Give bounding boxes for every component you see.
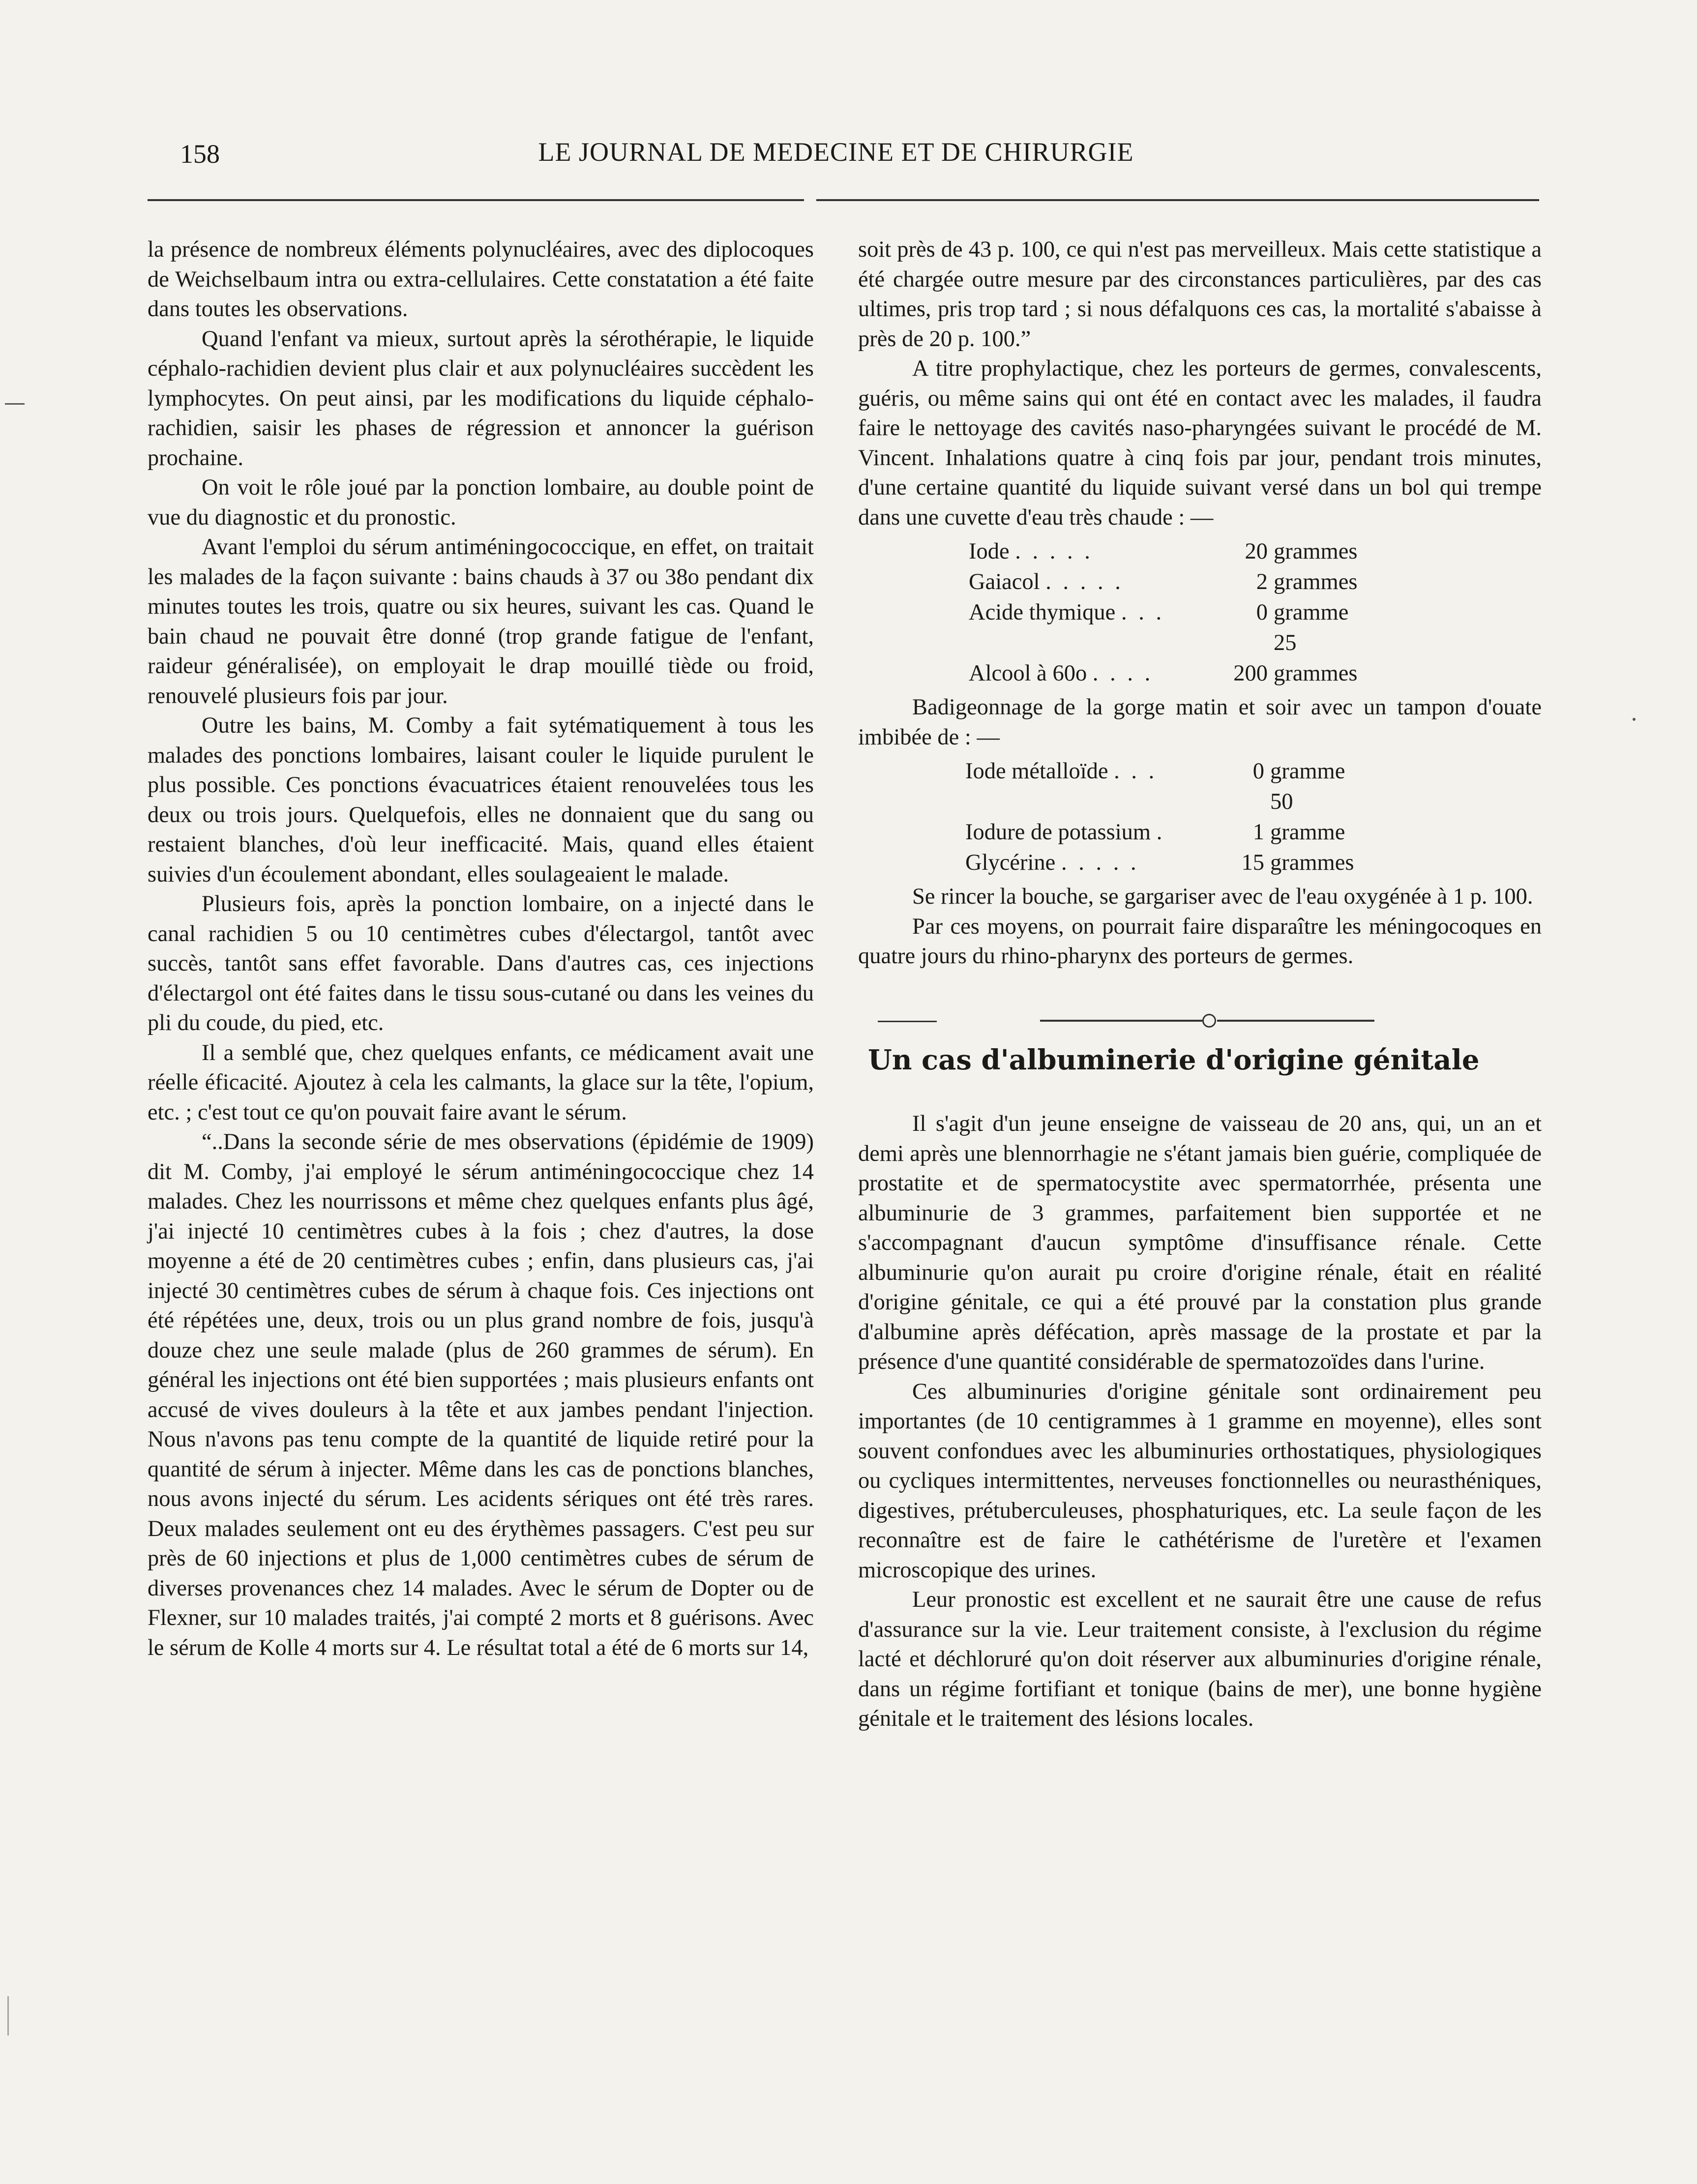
ingredient-name: Iodure de potassium .	[965, 820, 1165, 845]
right-column	[858, 235, 1542, 1734]
divider-line	[1217, 1020, 1374, 1022]
ingredient-name: Iode . . . . .	[969, 539, 1093, 564]
ingredient-unit: gramme 25	[1274, 600, 1349, 655]
ingredient-name: Gaiacol . . . . .	[969, 569, 1124, 594]
quoted-paragraph: “..Dans la seconde série de mes observations (épidémie de 1909) dit M. Comby, j'ai employé le sérum antiméningococcique chez 14 malades. Chez les nourrissons et même chez quelques enfants plus âgé, j'ai injecté 10 centimètres cubes à la fois ; chez d'autres, la dose moyenne a été de 20 centimètres cubes ; enfin, dans plusieurs cas, j'ai injecté 30 centimètres cubes de sérum à chaque fois. Ces injections ont été répétées une, deux, trois ou un plus grand nombre de fois, jusqu'à douze chez une seule malade (plus de 260 grammes de sérum). En général les injections ont été bien supportées ; mais plusieurs enfants ont accusé de vives douleurs à la tête et aux jambes pendant l'injection. Nous n'avons pas tenu compte de la quantité de liquide retiré pour la quantité de sérum à injecter. Même dans les cas de ponctions blanches, nous avons injecté du sérum. Les acidents sériques ont été très rares. Deux malades seulement ont eu des érythèmes passagers. C'est peu sur près de 60 injections et plus de 1,000 centimètres cubes de sérum de diverses provenances chez 14 malades. Avec le sérum de Dopter ou de Flexner, sur 10 malades traités, j'ai compté 2 morts et 8 guérisons. Avec le sérum de Kolle 4 morts sur 4. Le résultat total a été de 6 morts sur 14,	[148, 1129, 814, 1660]
scan-mark	[5, 403, 25, 405]
running-head: LE JOURNAL DE MEDECINE ET DE CHIRURGIE	[538, 137, 1134, 167]
paragraph: soit près de 43 p. 100, ce qui n'est pas merveilleux. Mais cette statistique a été chargée outre mesure par des circonstances particulières, par des cas ultimes, pris trop tard ; si nous défalquons ces cas, la mortalité s'abaisse à près de 20 p. 100.”	[858, 237, 1542, 352]
ingredient-name: Iode métalloïde . . .	[965, 759, 1158, 784]
ingredient-unit: gramme	[1270, 820, 1345, 845]
ingredient-name: Acide thymique . . .	[969, 600, 1165, 625]
ingredient-qty: 1	[1252, 820, 1264, 845]
divider-ornament	[1202, 1014, 1216, 1028]
paragraph: Badigeonnage de la gorge matin et soir avec un tampon d'ouate imbibée de : —	[858, 695, 1542, 750]
paragraph: Avant l'emploi du sérum antiméningococcique, en effet, on traitait les malades de la façon suivante : bains chauds à 37 ou 38o pendant dix minutes toutes les trois, quatre ou six heures, suivant les cas. Quand le bain chaud ne pouvait être donné (trop grande fatigue de l'enfant, raideur généralisée), on employait le drap mouillé tiède ou froid, renouvelé plusieurs fois par jour.	[148, 534, 814, 708]
paragraph: Il a semblé que, chez quelques enfants, ce médicament avait une réelle éficacité. Ajoutez à cela les calmants, la glace sur la tête, l'opium, etc. ; c'est tout ce qu'on pouvait faire avant le sérum.	[148, 1040, 814, 1125]
ingredient-name: Glycérine . . . . .	[965, 850, 1139, 875]
paragraph: On voit le rôle joué par la ponction lombaire, au double point de vue du diagnostic et du pronostic.	[148, 475, 814, 530]
paragraph: Il s'agit d'un jeune enseigne de vaisseau de 20 ans, qui, un an et demi après une blennorrhagie ne s'étant jamais bien guérie, compliquée de prostatite et de spermatocystite avec spermatorrhée, présenta une albuminurie de 3 grammes, parfaitement bien supportée et ne s'accompagnant d'aucun symptôme d'insuffisance rénale. Cette albuminurie qu'on aurait pu croire d'origine rénale, était en réalité d'origine génitale, ce qui a été prouvé par la constation plus grande d'albumine après défécation, après massage de la prostate et par la présence d'une quantité considérable de spermatozoïdes dans l'urine.	[858, 1111, 1542, 1374]
header-rule-right	[816, 199, 1539, 201]
left-column	[148, 235, 814, 1663]
gargle-recipe	[965, 756, 1542, 878]
header-rule-left	[148, 199, 804, 201]
ingredient-unit: grammes	[1274, 661, 1358, 686]
scan-mark	[7, 1996, 9, 2036]
paragraph: Ces albuminuries d'origine génitale sont ordinairement peu importantes (de 10 centigrammes à 1 gramme en moyenne), elles sont souvent confondues avec les albuminuries orthostatiques, physiologiques ou cycliques intermittentes, nerveuses fonctionnelles ou neurasthéniques, digestives, prétuberculeuses, phosphaturiques, etc. La seule façon de les reconnaître est de faire le cathétérisme de l'uretère et l'examen microscopique des urines.	[858, 1379, 1542, 1583]
ingredient-qty: 200	[1233, 661, 1268, 686]
page-number: 158	[180, 139, 220, 169]
ingredient-qty: 20	[1245, 539, 1268, 564]
section-separator	[858, 1001, 1542, 1040]
divider-short	[878, 1021, 937, 1022]
paragraph: Plusieurs fois, après la ponction lombaire, on a injecté dans le canal rachidien 5 ou 10 centimètres cubes d'électargol, tantôt avec succès, tantôt sans effet favorable. Dans d'autres cas, ces injections d'électargol ont été faites dans le tissu sous-cutané ou dans les veines du pli du coude, du pied, etc.	[148, 891, 814, 1035]
ingredient-unit: grammes	[1274, 569, 1358, 594]
ingredient-unit: gramme 50	[1270, 759, 1345, 814]
ingredient-qty: 2	[1256, 569, 1268, 594]
paragraph: Par ces moyens, on pourrait faire disparaître les méningocoques en quatre jours du rhino-pharynx des porteurs de germes.	[858, 914, 1542, 969]
paragraph: la présence de nombreux éléments polynucléaires, avec des diplocoques de Weichselbaum intra ou extra-cellulaires. Cette constatation a été faite dans toutes les observations.	[148, 237, 814, 322]
paragraph: Quand l'enfant va mieux, surtout après la sérothérapie, le liquide céphalo-rachidien devient plus clair et aux polynucléaires succèdent les lymphocytes. On peut ainsi, par les modifications du liquide céphalo-rachidien, saisir les phases de régression et annoncer la guérison prochaine.	[148, 326, 814, 471]
ingredient-unit: grammes	[1274, 539, 1358, 564]
paragraph: Leur pronostic est excellent et ne saurait être une cause de refus d'assurance sur la vie. Leur traitement consiste, à l'exclusion du régime lacté et déchloruré qu'on doit réserver aux albuminuries d'origine rénale, dans un régime fortifiant et tonique (bains de mer), une bonne hygiène génitale et le traitement des lésions locales.	[858, 1587, 1542, 1731]
paragraph: Se rincer la bouche, se gargariser avec de l'eau oxygénée à 1 p. 100.	[912, 884, 1533, 909]
ingredient-qty: 15	[1241, 850, 1264, 875]
inhalation-recipe	[969, 536, 1542, 689]
ingredient-qty: 0	[1252, 759, 1264, 784]
section-title: Un cas d'albuminerie d'origine génitale	[868, 1043, 1480, 1076]
ingredient-qty: 0	[1256, 600, 1268, 625]
divider-line	[1040, 1020, 1202, 1022]
ingredient-unit: grammes	[1270, 850, 1354, 875]
paragraph: Outre les bains, M. Comby a fait sytématiquement à tous les malades des ponctions lombaires, laisant couler le liquide purulent le plus possible. Ces ponctions évacuatrices étaient renouvelées tous les deux ou trois jours. Quelquefois, elles ne donnaient que du sang ou restaient blanches, d'où leur inefficacité. Mais, quand elles étaient suivies d'un écoulement abondant, elles soulageaient le malade.	[148, 713, 814, 887]
paragraph: A titre prophylactique, chez les porteurs de germes, convalescents, guéris, ou même sains qui ont été en contact avec les malades, il faudra faire le nettoyage des cavités naso-pharyngées suivant le procédé de M. Vincent. Inhalations quatre à cinq fois par jour, pendant trois minutes, d'une certaine quantité du liquide suivant versé dans un bol qui trempe dans une cuvette d'eau très chaude : —	[858, 356, 1542, 530]
scan-mark	[1633, 718, 1636, 721]
ingredient-name: Alcool à 60o . . . .	[969, 661, 1154, 686]
